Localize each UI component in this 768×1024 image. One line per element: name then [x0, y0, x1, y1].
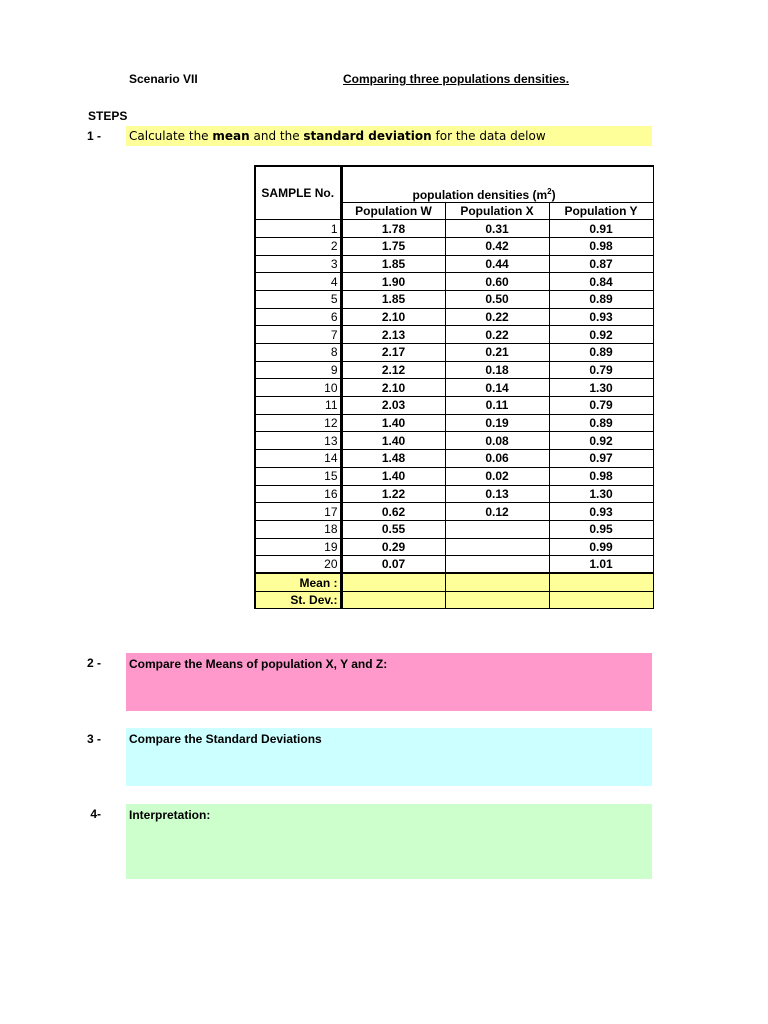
sample-number-cell[interactable]: 8: [255, 344, 341, 362]
population-x-cell[interactable]: 0.22: [445, 308, 549, 326]
sample-number-cell[interactable]: 19: [255, 538, 341, 556]
population-w-cell[interactable]: 2.13: [341, 326, 445, 344]
population-density-table: [254, 165, 654, 609]
population-w-cell[interactable]: 0.55: [341, 520, 445, 538]
table-row: [255, 308, 653, 326]
population-w-cell[interactable]: 2.10: [341, 308, 445, 326]
population-w-cell[interactable]: 1.40: [341, 467, 445, 485]
group-header-text: population densities (m: [412, 187, 548, 202]
population-x-cell[interactable]: 0.60: [445, 273, 549, 291]
sample-number-cell[interactable]: 3: [255, 255, 341, 273]
step-1-number: 1 -: [86, 129, 101, 143]
table-row: [255, 485, 653, 503]
population-w-cell[interactable]: 0.07: [341, 556, 445, 574]
population-y-cell[interactable]: 0.93: [549, 308, 653, 326]
step-1-text-sd: standard deviation: [303, 129, 432, 143]
table-row: [255, 450, 653, 468]
population-y-cell[interactable]: 0.79: [549, 361, 653, 379]
population-y-cell[interactable]: 0.89: [549, 290, 653, 308]
table-row: [255, 432, 653, 450]
table-row: [255, 344, 653, 362]
population-y-cell[interactable]: 0.92: [549, 432, 653, 450]
step-3-text: Compare the Standard Deviations: [129, 732, 322, 746]
population-w-cell[interactable]: 1.48: [341, 450, 445, 468]
step-1-instruction[interactable]: [126, 126, 652, 146]
sample-number-cell[interactable]: 2: [255, 237, 341, 255]
population-x-cell[interactable]: 0.14: [445, 379, 549, 397]
population-x-cell[interactable]: 0.12: [445, 503, 549, 521]
population-x-cell[interactable]: 0.13: [445, 485, 549, 503]
population-x-cell[interactable]: 0.18: [445, 361, 549, 379]
mean-input-x[interactable]: [445, 573, 549, 591]
sample-number-cell[interactable]: 11: [255, 397, 341, 415]
sample-number-cell[interactable]: 1: [255, 220, 341, 238]
population-y-cell[interactable]: 0.89: [549, 414, 653, 432]
scenario-label: Scenario VII: [129, 72, 198, 86]
population-densities-header: [341, 166, 653, 202]
population-x-cell[interactable]: [445, 556, 549, 574]
sample-number-cell[interactable]: 4: [255, 273, 341, 291]
sample-number-cell[interactable]: 12: [255, 414, 341, 432]
stdev-input-x[interactable]: [445, 591, 549, 609]
step-1-text-post: for the data delow: [431, 129, 546, 143]
population-x-cell[interactable]: 0.06: [445, 450, 549, 468]
table-row: [255, 361, 653, 379]
step-1-text-mean: mean: [212, 129, 250, 143]
sample-number-cell[interactable]: 13: [255, 432, 341, 450]
col-header-population-y: Population Y: [549, 202, 653, 220]
population-y-cell[interactable]: 0.98: [549, 237, 653, 255]
population-y-cell[interactable]: 0.87: [549, 255, 653, 273]
population-x-cell[interactable]: 0.19: [445, 414, 549, 432]
population-y-cell[interactable]: 0.89: [549, 344, 653, 362]
population-x-cell[interactable]: 0.44: [445, 255, 549, 273]
population-w-cell[interactable]: 2.03: [341, 397, 445, 415]
population-y-cell[interactable]: 0.92: [549, 326, 653, 344]
sample-number-cell[interactable]: 7: [255, 326, 341, 344]
population-y-cell[interactable]: 0.99: [549, 538, 653, 556]
population-w-cell[interactable]: 1.40: [341, 414, 445, 432]
step-1-text-mid: and the: [249, 129, 304, 143]
population-y-cell[interactable]: 1.30: [549, 485, 653, 503]
population-y-cell[interactable]: 1.30: [549, 379, 653, 397]
population-w-cell[interactable]: 2.17: [341, 344, 445, 362]
population-x-cell[interactable]: 0.22: [445, 326, 549, 344]
population-x-cell[interactable]: [445, 538, 549, 556]
table-row: [255, 556, 653, 574]
population-x-cell[interactable]: 0.21: [445, 344, 549, 362]
step-2-answer-box[interactable]: [126, 653, 652, 711]
stdev-row: [255, 591, 653, 609]
col-header-population-x: Population X: [445, 202, 549, 220]
sample-number-cell[interactable]: 5: [255, 290, 341, 308]
population-x-cell[interactable]: 0.50: [445, 290, 549, 308]
population-w-cell[interactable]: 0.62: [341, 503, 445, 521]
population-x-cell[interactable]: 0.42: [445, 237, 549, 255]
table-row: [255, 467, 653, 485]
sample-number-cell[interactable]: 16: [255, 485, 341, 503]
population-y-cell[interactable]: 0.95: [549, 520, 653, 538]
population-w-cell[interactable]: 1.85: [341, 290, 445, 308]
population-w-cell[interactable]: 1.75: [341, 237, 445, 255]
population-w-cell[interactable]: 2.12: [341, 361, 445, 379]
population-x-cell[interactable]: 0.02: [445, 467, 549, 485]
population-w-cell[interactable]: 1.78: [341, 220, 445, 238]
population-w-cell[interactable]: 1.40: [341, 432, 445, 450]
mean-input-y[interactable]: [549, 573, 653, 591]
sample-number-cell[interactable]: 9: [255, 361, 341, 379]
sample-number-cell[interactable]: 15: [255, 467, 341, 485]
population-w-cell[interactable]: 1.22: [341, 485, 445, 503]
sample-number-cell[interactable]: 20: [255, 556, 341, 574]
population-y-cell[interactable]: 0.97: [549, 450, 653, 468]
page-title: Comparing three populations densities.: [343, 72, 570, 86]
stdev-input-y[interactable]: [549, 591, 653, 609]
population-w-cell[interactable]: 0.29: [341, 538, 445, 556]
stdev-label: St. Dev.:: [255, 591, 341, 609]
mean-input-w[interactable]: [341, 573, 445, 591]
population-w-cell[interactable]: 1.85: [341, 255, 445, 273]
population-y-cell[interactable]: 1.01: [549, 556, 653, 574]
sample-no-header: SAMPLE No.: [255, 166, 341, 220]
table-row: [255, 273, 653, 291]
table-row: [255, 520, 653, 538]
step-2-number: 2 -: [86, 656, 101, 670]
step-4-answer-box[interactable]: [126, 804, 652, 879]
table-row: [255, 397, 653, 415]
sample-number-cell[interactable]: 10: [255, 379, 341, 397]
group-header-end: ): [551, 187, 556, 202]
table-row: [255, 237, 653, 255]
population-y-cell[interactable]: 0.98: [549, 467, 653, 485]
population-y-cell[interactable]: 0.84: [549, 273, 653, 291]
table-row: [255, 379, 653, 397]
population-y-cell[interactable]: 0.93: [549, 503, 653, 521]
population-w-cell[interactable]: 2.10: [341, 379, 445, 397]
step-2-text: Compare the Means of population X, Y and Z:: [129, 657, 388, 671]
table-row: [255, 538, 653, 556]
step-4-text: Interpretation:: [129, 808, 211, 822]
sample-number-cell[interactable]: 6: [255, 308, 341, 326]
steps-label: STEPS: [88, 109, 128, 123]
population-x-cell[interactable]: [445, 520, 549, 538]
table-row: [255, 220, 653, 238]
step-3-answer-box[interactable]: [126, 728, 652, 786]
sample-number-cell[interactable]: 14: [255, 450, 341, 468]
mean-row: [255, 573, 653, 591]
col-header-population-w: Population W: [341, 202, 445, 220]
population-x-cell[interactable]: 0.08: [445, 432, 549, 450]
table-row: [255, 255, 653, 273]
step-4-number: 4-: [90, 807, 101, 821]
table-row: [255, 414, 653, 432]
sample-number-cell[interactable]: 17: [255, 503, 341, 521]
table-row: [255, 326, 653, 344]
population-w-cell[interactable]: 1.90: [341, 273, 445, 291]
table-row: [255, 503, 653, 521]
mean-label: Mean :: [255, 573, 341, 591]
step-3-number: 3 -: [86, 732, 101, 746]
population-x-cell[interactable]: 0.11: [445, 397, 549, 415]
stdev-input-w[interactable]: [341, 591, 445, 609]
group-header-sup: 2: [547, 186, 552, 196]
population-x-cell[interactable]: 0.31: [445, 220, 549, 238]
population-y-cell[interactable]: 0.91: [549, 220, 653, 238]
sample-number-cell[interactable]: 18: [255, 520, 341, 538]
population-y-cell[interactable]: 0.79: [549, 397, 653, 415]
step-1-text-pre: Calculate the: [129, 129, 213, 143]
table-row: [255, 290, 653, 308]
